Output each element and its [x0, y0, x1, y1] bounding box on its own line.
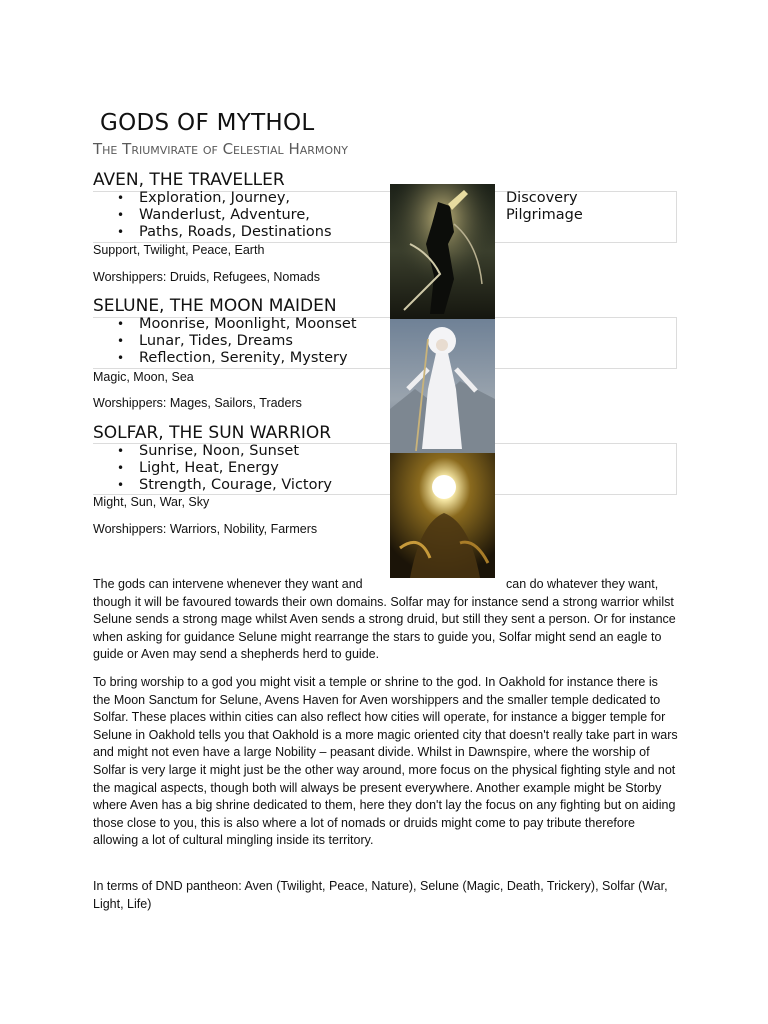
list-item: • Exploration, Journey,: [117, 190, 332, 207]
list-item: • Light, Heat, Energy: [117, 460, 332, 477]
list-item: • Paths, Roads, Destinations: [117, 224, 332, 241]
trait-extra-aven: [506, 190, 583, 224]
paragraph-divine-intervention: [93, 576, 678, 664]
worshippers-solfar: Worshippers: Warriors, Nobility, Farmers: [93, 522, 318, 536]
paragraph-worship: To bring worship to a god you might visit a temple or shrine to the god. In Oakhold for instance there is the Moon Sanctum for Selune, Avens Haven for Aven worshippers and the smaller temple dedicated to Solfar. These places within cities can also reflect how cities will operate, for instance a bigger temple for Selune in Oakhold tells you that Oakhold is a more magic oriented city that doesn't really take part in wars and might not even have a large Nobility – peasant divide. Whilst in Dawnspire, where the worship of Solfar is very large it might just be the other way around, more focus on the physical fighting style and not the magical aspects, though both will always be present everywhere. Another example might be Storby where Aven has a big shrine dedicated to them, here they don't lay the focus on any fighting but on aiding those close to you, this is also where a lot of nomads or druids might come to pay tribute therefore allowing a lot of cultural mingling inside its territory.: [93, 675, 678, 848]
selune-portrait-image: [390, 319, 495, 453]
paragraph-dnd-pantheon: In terms of DND pantheon: Aven (Twilight, Peace, Nature), Selune (Magic, Death, Trickery), Solfar (War, Light, Life): [93, 879, 668, 911]
paragraph-line-left: The gods can intervene whenever they want and: [93, 577, 363, 591]
domains-selune: Magic, Moon, Sea: [93, 370, 194, 384]
list-item: • Strength, Courage, Victory: [117, 477, 332, 494]
worshippers-selune: Worshippers: Mages, Sailors, Traders: [93, 396, 302, 410]
trait-list-solfar: [117, 443, 332, 494]
worshippers-aven: Worshippers: Druids, Refugees, Nomads: [93, 270, 320, 284]
list-item: • Sunrise, Noon, Sunset: [117, 443, 332, 460]
list-item: Pilgrimage: [506, 207, 583, 223]
solfar-portrait-image: [390, 453, 495, 578]
list-item: • Lunar, Tides, Dreams: [117, 333, 357, 350]
god-heading-aven: AVEN, THE TRAVELLER: [93, 170, 285, 190]
trait-list-aven: [117, 190, 332, 241]
list-item: • Reflection, Serenity, Mystery: [117, 350, 357, 367]
paragraph-line-right: can do whatever they want,: [506, 577, 659, 591]
page-title: GODS OF MYTHOL: [100, 110, 315, 136]
list-item: Discovery: [506, 190, 578, 206]
paragraph-text: though it will be favoured towards their own domains. Solfar may for instance send a strong warrior whilst Selune sends a strong mage whilst Aven sends a strong druid, but still they sent a person. Or for instance when asking for guidance Selune might rearrange the stars to guide you, Solfar might send an eagle to guide or Aven may send a shepherds herd to guide.: [93, 594, 676, 662]
aven-portrait-image: [390, 184, 495, 319]
list-item: • Moonrise, Moonlight, Moonset: [117, 316, 357, 333]
trait-list-selune: [117, 316, 357, 367]
domains-solfar: Might, Sun, War, Sky: [93, 495, 210, 509]
domains-aven: Support, Twilight, Peace, Earth: [93, 243, 265, 257]
page-subtitle: The Triumvirate of Celestial Harmony: [93, 140, 348, 158]
god-heading-solfar: SOLFAR, THE SUN WARRIOR: [93, 423, 332, 443]
god-heading-selune: SELUNE, THE MOON MAIDEN: [93, 296, 337, 316]
list-item: • Wanderlust, Adventure,: [117, 207, 332, 224]
